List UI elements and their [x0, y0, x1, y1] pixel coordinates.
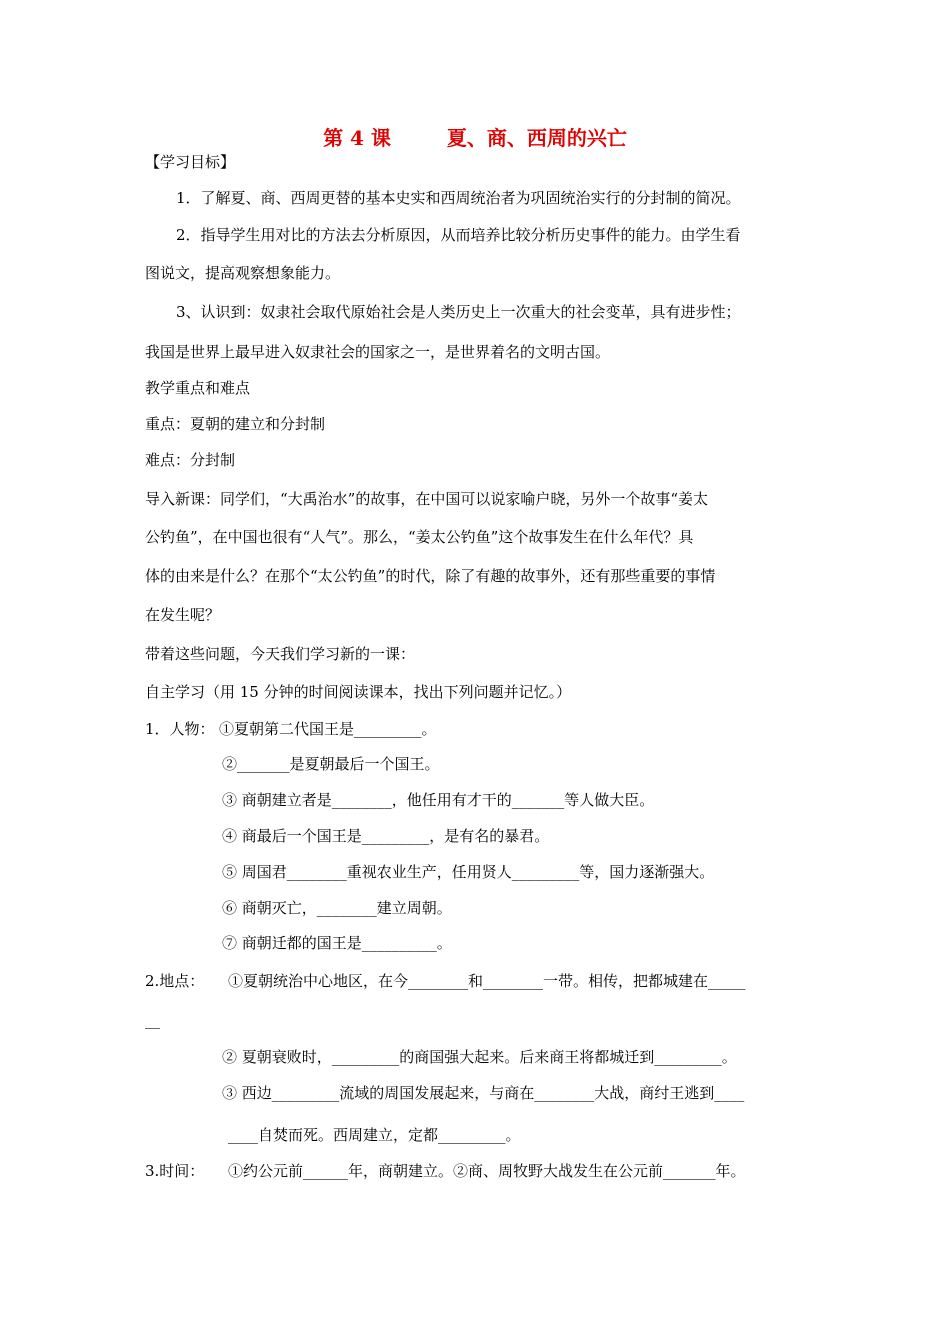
places-question-2: ② 夏朝衰败时，_________的商国强大起来。后来商王将都城迁到_________。	[222, 1048, 737, 1066]
people-question-2: ②_______是夏朝最后一个国王。	[222, 755, 440, 773]
objective-3-line-2: 我国是世界上最早进入奴隶社会的国家之一，是世界着名的文明古国。	[145, 343, 611, 361]
intro-line-2: 公钓鱼”，在中国也很有“人气”。那么，“姜太公钓鱼”这个故事发生在什么年代？具	[145, 528, 694, 546]
people-question-4: ④ 商最后一个国王是_________，是有名的暴君。	[222, 827, 550, 845]
people-question-3: ③ 商朝建立者是________，他任用有才干的_______等人做大臣。	[222, 791, 655, 809]
objective-3-line-1: 3、认识到：奴隶社会取代原始社会是人类历史上一次重大的社会变革，具有进步性；	[176, 303, 741, 321]
objective-2-line-1: 2．指导学生用对比的方法去分析原因，从而培养比较分析历史事件的能力。由学生看	[176, 226, 741, 244]
places-question-1-line-2: __	[145, 1011, 160, 1029]
objectives-heading: 【学习目标】	[145, 153, 236, 171]
time-question-1: ①约公元前______年，商朝建立。②商、周牧野大战发生在公元前_______年。	[228, 1162, 746, 1180]
intro-line-4: 在发生呢？	[145, 606, 221, 624]
places-label: 2.地点：	[145, 972, 205, 990]
intro-line-5: 带着这些问题，今天我们学习新的一课：	[145, 645, 416, 663]
focus-heading: 教学重点和难点	[145, 379, 251, 397]
page-title	[0, 125, 950, 151]
lesson-name: 夏、商、西周的兴亡	[446, 126, 627, 150]
places-question-1-line-1: ①夏朝统治中心地区，在今________和________一带。相传，把都城建在_____	[228, 972, 746, 990]
places-question-3-line-1: ③ 西边_________流域的周国发展起来，与商在________大战，商纣王逃到____	[222, 1084, 745, 1102]
people-question-7: ⑦ 商朝迁都的国王是__________。	[222, 934, 452, 952]
focus-key-point: 重点：夏朝的建立和分封制	[145, 415, 326, 433]
lesson-number: 第 4 课	[323, 126, 391, 150]
objective-2-line-2: 图说文，提高观察想象能力。	[145, 264, 341, 282]
self-study-heading: 自主学习（用 15 分钟的时间阅读课本，找出下列问题并记忆。）	[145, 683, 572, 701]
people-question-5: ⑤ 周国君________重视农业生产，任用贤人_________等，国力逐渐强大。	[222, 863, 715, 881]
intro-line-3: 体的由来是什么？在那个“太公钓鱼”的时代，除了有趣的故事外，还有那些重要的事情	[145, 567, 716, 585]
intro-line-1: 导入新课：同学们，“大禹治水”的故事，在中国可以说家喻户晓，另外一个故事“姜太	[145, 490, 709, 508]
people-question-6: ⑥ 商朝灭亡，________建立周朝。	[222, 899, 452, 917]
places-question-3-line-2: ____自焚而死。西周建立，定都_________。	[228, 1126, 521, 1144]
people-question-1: ①夏朝第二代国王是_________。	[219, 720, 437, 738]
people-label: 1．人物：	[145, 720, 215, 738]
objective-1: 1．了解夏、商、西周更替的基本史实和西周统治者为巩固统治实行的分封制的简况。	[176, 189, 741, 207]
time-label: 3.时间：	[145, 1162, 205, 1180]
focus-difficult-point: 难点：分封制	[145, 451, 236, 469]
